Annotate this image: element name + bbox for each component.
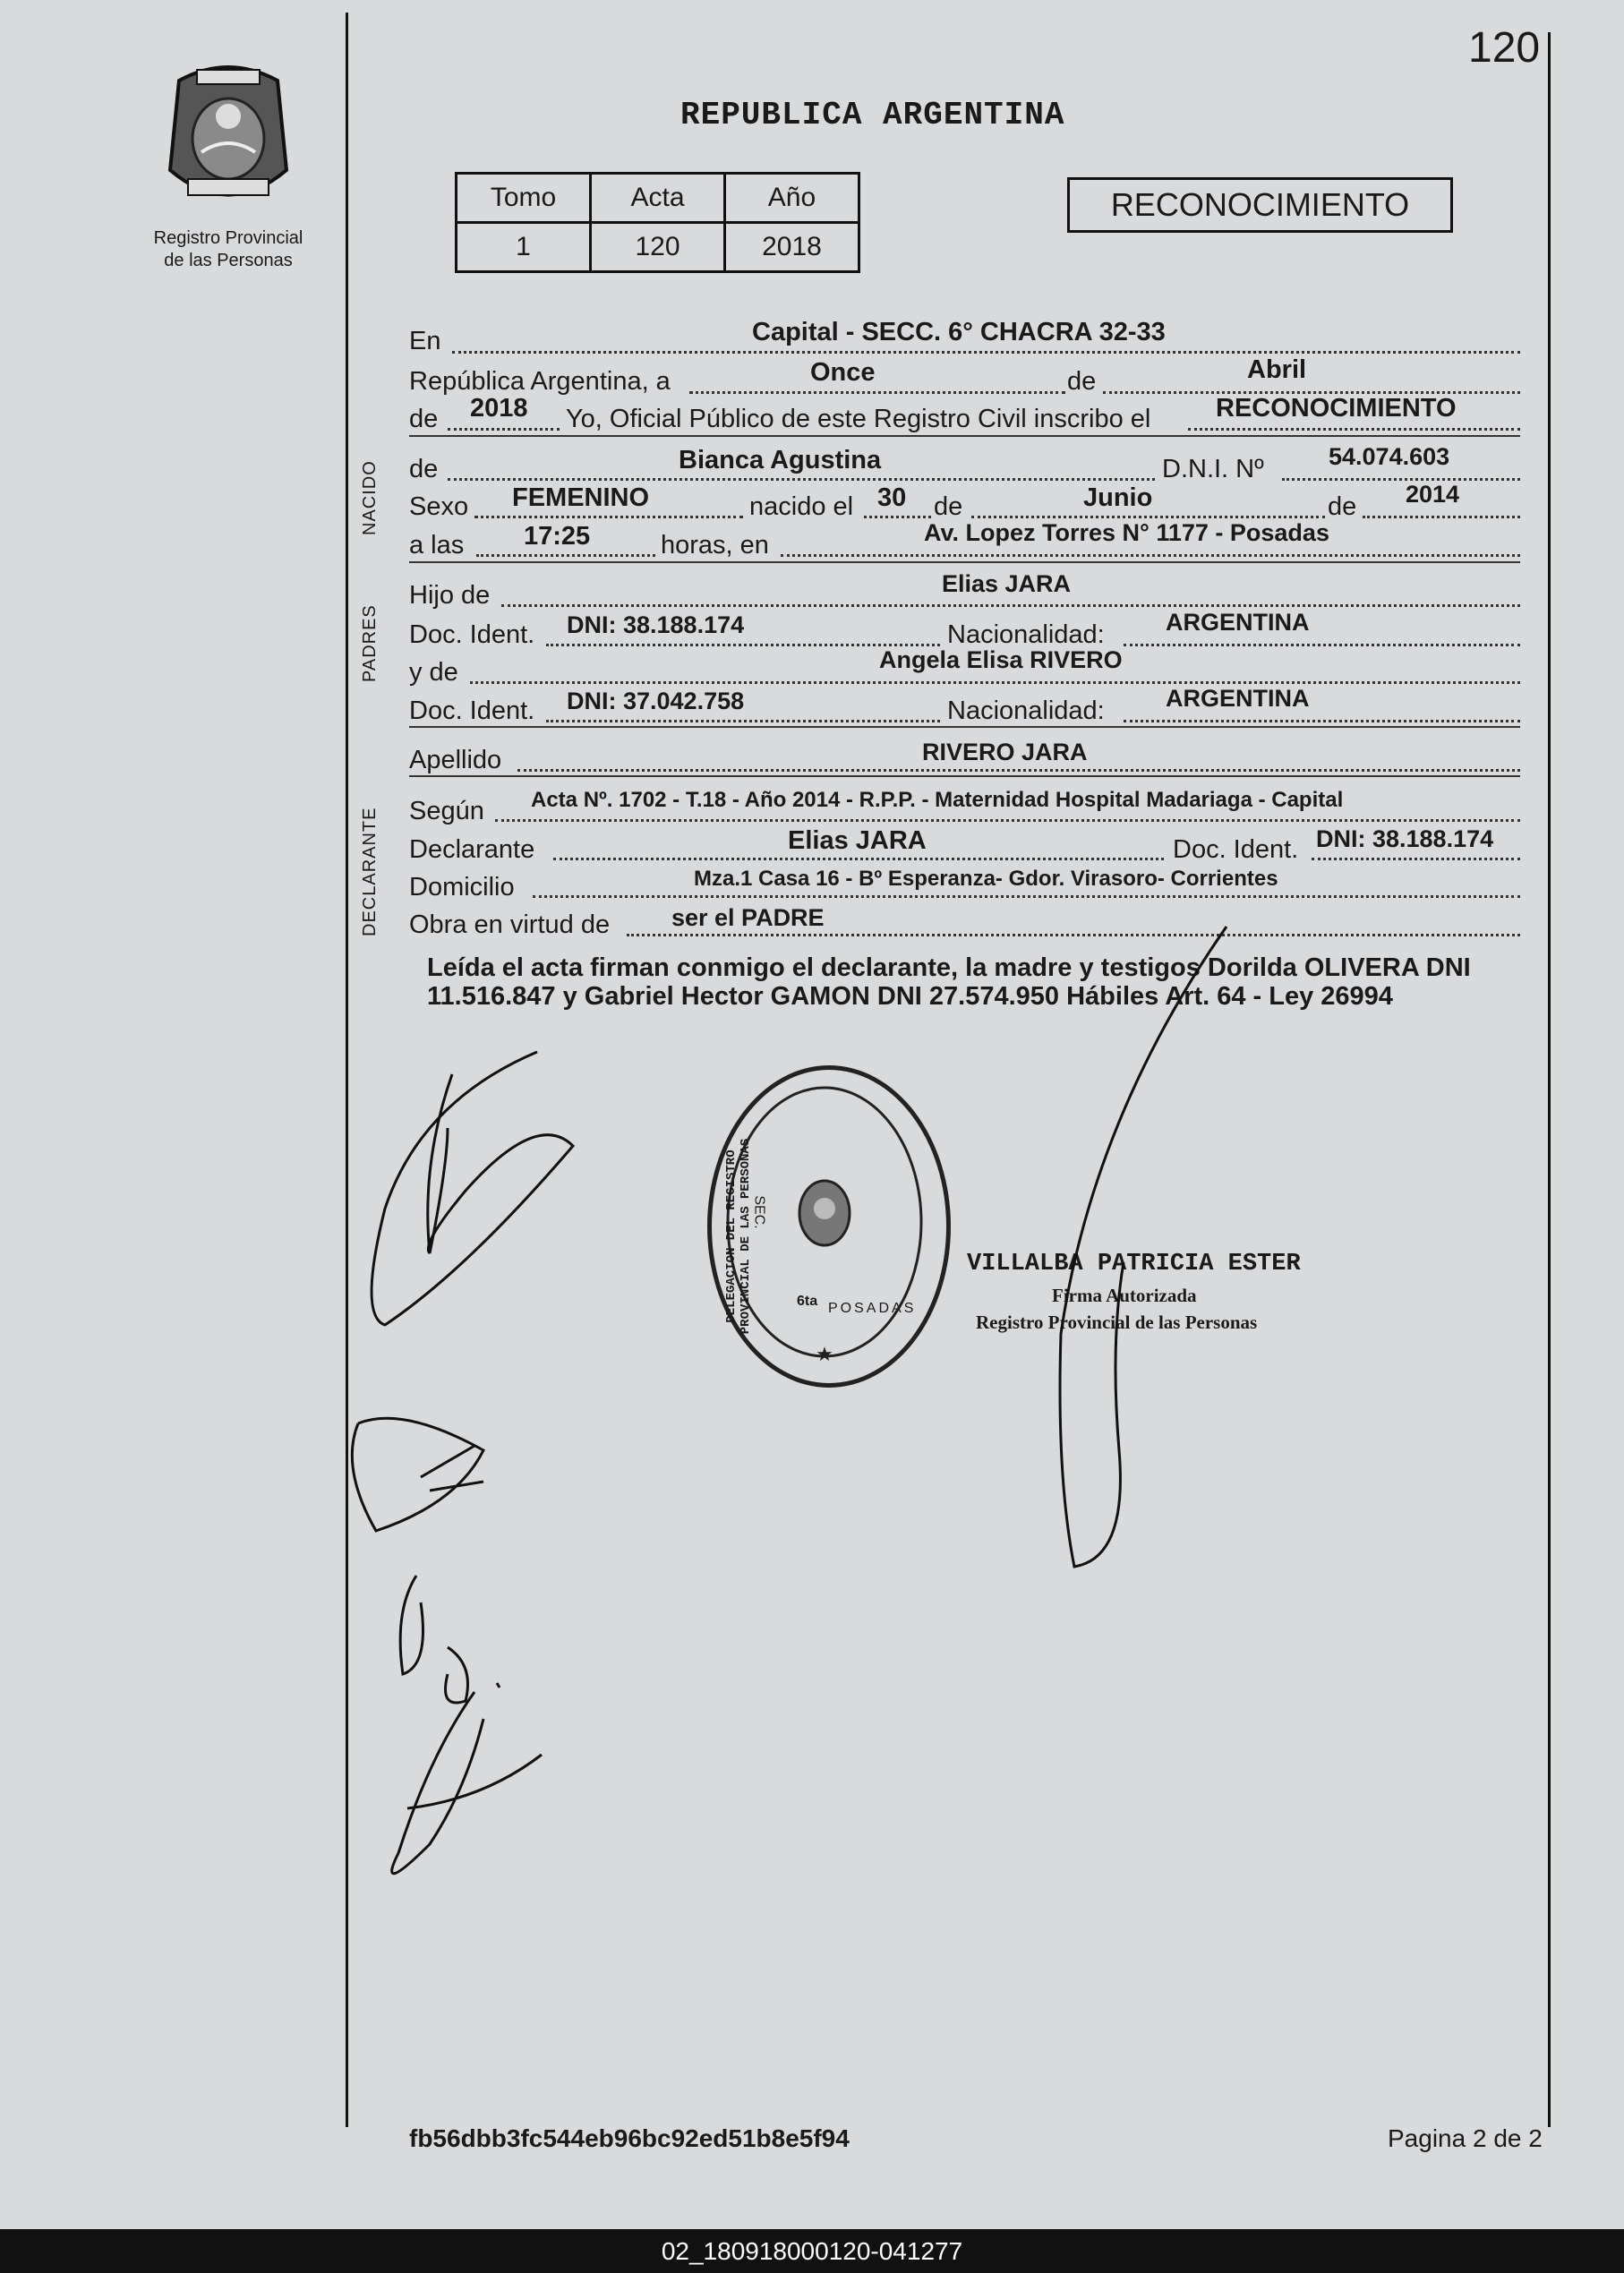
value-apellido: RIVERO JARA [922,739,1088,765]
svg-text:★: ★ [816,1343,833,1365]
label-de4: de [934,492,963,521]
value-declarante: Elias JARA [788,826,927,855]
value-anio: 2018 [470,394,528,423]
label-de: de [1067,367,1097,396]
country-title: REPUBLICA ARGENTINA [680,97,1065,133]
closing-text: Leída el acta firman conmigo el declarante, la madre y testigos Dorilda OLIVERA DNI 11.516.847 y Gabriel Hector GAMON DNI 27.574.950 Hábiles Art. 64 - Ley 26994 [427,953,1471,1011]
value-madre: Angela Elisa RIVERO [879,646,1123,673]
value-madre-nac: ARGENTINA [1166,685,1310,712]
value-padre-doc: DNI: 38.188.174 [567,611,745,638]
label-doc-ident1: Doc. Ident. [409,620,535,649]
stamp-org: Registro Provincial de las Personas [976,1312,1258,1333]
label-a-las: a las [409,531,465,560]
label-nacido-el: nacido el [749,492,854,521]
table-header-tomo: Tomo [457,174,591,223]
table-value-anio: 2018 [725,223,859,272]
value-padre: Elias JARA [942,570,1072,597]
page-number: 120 [1468,24,1541,72]
section-nacido: NACIDO [360,460,380,535]
value-nac-anio: 2014 [1406,481,1460,508]
value-padre-nac: ARGENTINA [1166,609,1310,636]
label-horas-en: horas, en [661,531,769,560]
label-y-de: y de [409,658,458,687]
value-tipo: RECONOCIMIENTO [1216,394,1457,423]
page-label: Pagina 2 de 2 [1388,2124,1543,2152]
label-doc-ident3: Doc. Ident. [1173,835,1299,864]
label-obra: Obra en virtud de [409,910,611,939]
label-doc-ident2: Doc. Ident. [409,696,535,725]
table-value-acta: 120 [591,223,725,272]
value-domicilio: Mza.1 Casa 16 - Bº Esperanza- Gdor. Virasoro- Corrientes [694,867,1278,891]
seal-text: DELEGACION DEL REGISTRO PROVINCIAL DE LAS PERSONAS [724,1138,753,1335]
label-de5: de [1328,492,1357,521]
value-obra: ser el PADRE [671,904,825,931]
value-mes: Abril [1247,355,1307,384]
seal-inner-left: SEC. [751,1195,767,1229]
value-nac-mes: Junio [1083,483,1153,512]
table-value-tomo: 1 [457,223,591,272]
label-apellido: Apellido [409,746,502,774]
label-dni: D.N.I. Nº [1162,455,1264,483]
doc-type-box: RECONOCIMIENTO [1067,177,1453,233]
label-sexo: Sexo [409,492,469,521]
value-nombre: Bianca Agustina [679,446,882,474]
label-nacionalidad1: Nacionalidad: [947,620,1105,649]
value-dni: 54.074.603 [1329,443,1450,470]
label-domicilio: Domicilio [409,873,515,902]
value-nac-dia: 30 [877,483,907,512]
seal-inner-bottom: 6ta [797,1294,818,1309]
file-id-bar: 02_180918000120-041277 [0,2229,1624,2273]
table-header-acta: Acta [591,174,725,223]
label-yo: Yo, Oficial Público de este Registro Civil inscribo el [566,405,1151,433]
section-declarante: DECLARANTE [360,807,380,936]
value-segun: Acta Nº. 1702 - T.18 - Año 2014 - R.P.P. - Maternidad Hospital Madariaga - Capital [531,788,1344,812]
label-nacionalidad2: Nacionalidad: [947,696,1105,725]
seal-inner-right: POSADAS [828,1301,917,1316]
stamp-name: VILLALBA PATRICIA ESTER [967,1251,1301,1277]
value-declarante-doc: DNI: 38.188.174 [1316,825,1494,852]
value-sexo: FEMENINO [512,483,650,512]
value-lugar-nac: Av. Lopez Torres N° 1177 - Posadas [924,519,1329,546]
registry-line2: de las Personas [164,251,293,270]
registry-line1: Registro Provincial [153,228,303,248]
label-de2: de [409,405,439,433]
label-de3: de [409,455,439,483]
value-hora: 17:25 [524,522,591,551]
value-madre-doc: DNI: 37.042.758 [567,688,745,714]
value-lugar: Capital - SECC. 6° CHACRA 32-33 [752,318,1166,346]
label-en: En [409,327,441,355]
document-hash: fb56dbb3fc544eb96bc92ed51b8e5f94 [409,2124,850,2152]
label-hijo-de: Hijo de [409,581,491,610]
value-dia: Once [810,358,876,387]
label-segun: Según [409,797,484,825]
stamp-role: Firma Autorizada [1052,1285,1197,1306]
label-declarante: Declarante [409,835,535,864]
section-padres: PADRES [360,604,380,682]
label-republica: República Argentina, a [409,367,671,396]
table-header-anio: Año [725,174,859,223]
